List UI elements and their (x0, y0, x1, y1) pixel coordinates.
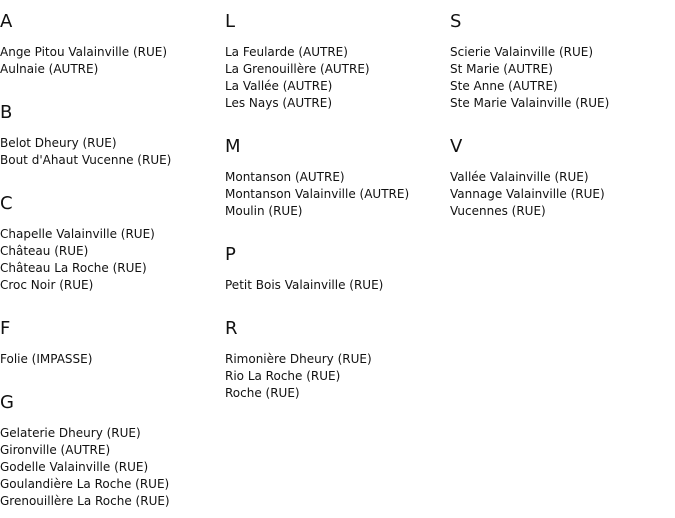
letter-group (225, 135, 445, 243)
street-link[interactable]: Moulin (RUE) (225, 204, 303, 218)
street-item (225, 186, 445, 203)
street-item (225, 61, 445, 78)
street-link[interactable]: Vallée Valainville (RUE) (450, 170, 589, 184)
street-item (0, 61, 220, 78)
street-item (225, 277, 445, 294)
letter-group (0, 391, 220, 510)
street-link[interactable]: Croc Noir (RUE) (0, 278, 94, 292)
street-item (225, 203, 445, 220)
street-item (0, 459, 220, 476)
letter-heading: S (450, 11, 462, 32)
street-list (450, 44, 670, 112)
letter-heading: C (0, 193, 13, 214)
street-link[interactable]: La Vallée (AUTRE) (225, 79, 333, 93)
street-link[interactable]: Rio La Roche (RUE) (225, 369, 341, 383)
street-list (450, 169, 670, 220)
letter-group (225, 317, 445, 402)
street-link[interactable]: Ste Anne (AUTRE) (450, 79, 558, 93)
letter-group (225, 243, 445, 317)
street-item (0, 277, 220, 294)
street-list (0, 226, 220, 294)
street-item (0, 425, 220, 442)
street-list (225, 277, 445, 294)
letter-group (0, 192, 220, 317)
street-list (0, 425, 220, 510)
group-spacer (450, 112, 670, 135)
group-spacer (225, 294, 445, 317)
group-spacer (0, 294, 220, 317)
street-link[interactable]: Rimonière Dheury (RUE) (225, 352, 372, 366)
letter-heading: F (0, 318, 11, 339)
letter-group (0, 317, 220, 391)
street-item (0, 226, 220, 243)
letter-group (450, 135, 670, 220)
street-link[interactable]: Folie (IMPASSE) (0, 352, 93, 366)
street-link[interactable]: Grenouillère La Roche (RUE) (0, 494, 170, 508)
group-spacer (0, 169, 220, 192)
letter-heading: A (0, 11, 13, 32)
group-spacer (0, 78, 220, 101)
street-item (0, 135, 220, 152)
street-link[interactable]: Belot Dheury (RUE) (0, 136, 117, 150)
street-list (225, 351, 445, 402)
street-link[interactable]: Les Nays (AUTRE) (225, 96, 333, 110)
letter-heading: R (225, 318, 238, 339)
street-link[interactable]: La Feularde (AUTRE) (225, 45, 348, 59)
letter-heading: L (225, 11, 236, 32)
street-item (0, 493, 220, 510)
letter-heading: G (0, 392, 14, 413)
street-link[interactable]: Aulnaie (AUTRE) (0, 62, 99, 76)
street-item (225, 44, 445, 61)
street-link[interactable]: Château (RUE) (0, 244, 89, 258)
street-item (225, 368, 445, 385)
street-item (0, 442, 220, 459)
street-item (0, 476, 220, 493)
street-item (0, 152, 220, 169)
letter-group (0, 10, 220, 101)
column-2 (225, 10, 445, 402)
street-link[interactable]: Château La Roche (RUE) (0, 261, 147, 275)
street-link[interactable]: Montanson Valainville (AUTRE) (225, 187, 410, 201)
street-link[interactable]: Ange Pitou Valainville (RUE) (0, 45, 168, 59)
street-item (0, 243, 220, 260)
street-list (225, 169, 445, 220)
letter-heading: M (225, 136, 241, 157)
street-item (450, 44, 670, 61)
street-item (0, 260, 220, 277)
street-item (225, 385, 445, 402)
street-item (225, 169, 445, 186)
column-1 (0, 10, 220, 510)
street-item (450, 203, 670, 220)
street-item (450, 78, 670, 95)
street-item (0, 44, 220, 61)
street-link[interactable]: Vannage Valainville (RUE) (450, 187, 605, 201)
street-item (225, 351, 445, 368)
street-link[interactable]: La Grenouillère (AUTRE) (225, 62, 370, 76)
letter-group (450, 10, 670, 135)
street-link[interactable]: Ste Marie Valainville (RUE) (450, 96, 610, 110)
letter-heading: B (0, 102, 13, 123)
street-link[interactable]: Roche (RUE) (225, 386, 300, 400)
street-item (450, 95, 670, 112)
street-list (0, 44, 220, 78)
street-link[interactable]: Gelaterie Dheury (RUE) (0, 426, 141, 440)
street-item (450, 186, 670, 203)
letter-group (0, 101, 220, 192)
letter-heading: V (450, 136, 463, 157)
street-item (225, 95, 445, 112)
street-list (225, 44, 445, 112)
street-link[interactable]: Montanson (AUTRE) (225, 170, 345, 184)
street-link[interactable]: Petit Bois Valainville (RUE) (225, 278, 384, 292)
letter-group (225, 10, 445, 135)
street-item (225, 78, 445, 95)
street-link[interactable]: Chapelle Valainville (RUE) (0, 227, 155, 241)
group-spacer (225, 220, 445, 243)
street-link[interactable]: Gironville (AUTRE) (0, 443, 111, 457)
street-link[interactable]: Godelle Valainville (RUE) (0, 460, 149, 474)
street-link[interactable]: Goulandière La Roche (RUE) (0, 477, 170, 491)
street-link[interactable]: Scierie Valainville (RUE) (450, 45, 594, 59)
street-link[interactable]: Vucennes (RUE) (450, 204, 546, 218)
street-item (0, 351, 220, 368)
letter-heading: P (225, 244, 236, 265)
column-3 (450, 10, 670, 220)
group-spacer (0, 368, 220, 391)
street-item (450, 61, 670, 78)
street-link[interactable]: St Marie (AUTRE) (450, 62, 553, 76)
group-spacer (225, 112, 445, 135)
street-link[interactable]: Bout d'Ahaut Vucenne (RUE) (0, 153, 172, 167)
street-item (450, 169, 670, 186)
street-list (0, 351, 220, 368)
street-list (0, 135, 220, 169)
